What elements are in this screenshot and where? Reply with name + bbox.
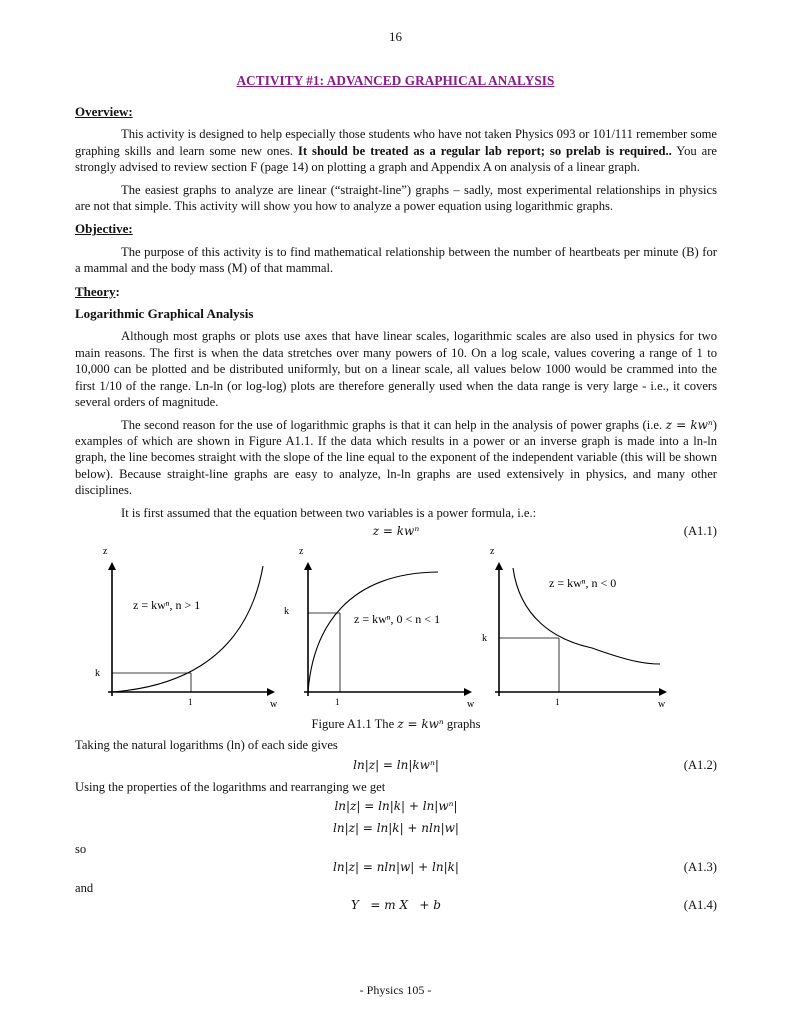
equation-step-2: ln|z| = ln|k| + nln|w| (333, 821, 459, 836)
y-axis-label: z (490, 547, 495, 557)
properties-intro-text: Using the properties of the logarithms and rearranging we get (75, 779, 386, 794)
graph-n-greater-than-1 (95, 548, 278, 710)
overview-paragraph-1: This activity is designed to help especially those students who have not taken Physics 093 or 101/111 remember some graphing skills and learn some new ones. It should be treated as a regular lab report; so prelab is required.. You are strongly advised to review section F (page 14) on plotting a graph and Appendix A on analysis of a linear graph. (75, 127, 717, 175)
k-label: k (95, 667, 100, 679)
theory-paragraph-2: The second reason for the use of logarithmic graphs is that it can help in the analysis of power graphs (i.e. z = kwⁿ) examples of which are shown in Figure A1.1. If the data which results in a power or an inverse graph is made into a ln-ln graph, the line becomes straight with the slope of the line equal to the exponent of the independent variable (this will be shown below). Because straight-line graphs are easy to analyze, ln-ln graphs are used extensively in physics, and many other disciplines. (75, 417, 717, 498)
k-label: k (482, 632, 487, 644)
x-axis-label: w (467, 698, 475, 710)
one-label: 1 (335, 696, 340, 707)
equation-a1-3: ln|z| = nln|w| + ln|k| (A1.3) (333, 859, 717, 874)
objective-paragraph: The purpose of this activity is to find mathematical relationship between the number of heartbeats per minute (B) for a mammal and the body mass (M) of that mammal. (75, 244, 717, 276)
k-label: k (284, 605, 289, 617)
equation-step-1: ln|z| = ln|k| + ln|wⁿ| (334, 799, 458, 814)
x-axis-label: w (658, 698, 666, 710)
document-body (75, 104, 717, 916)
log-intro-text: Taking the natural logarithms (ln) of each side gives (75, 738, 338, 753)
and-text: and (75, 880, 94, 895)
equation-a1-1: z = kwⁿ (A1.1) (372, 523, 717, 538)
theory-paragraph-1: Although most graphs or plots use axes that have linear scales, logarithmic scales are also used in physics for two main reasons. The first is when the data stretches over many powers of 10. On a log scale, values covering a range of 1 to 10,000 can be plotted and be distributed uniformly, but on a linear scale, all values below 1000 would be crammed into the first 1/10 of the range. Ln-ln (or log-log) plots are therefore generally used when the data range is very large - i.e., it covers several orders of magnitude. (75, 329, 717, 410)
one-label: 1 (555, 696, 560, 707)
theory-heading: Theory: (75, 283, 120, 299)
power-graphs (75, 548, 717, 716)
overview-heading: Overview: (75, 104, 133, 119)
equation-a1-2: ln|z| = ln|kwⁿ| (A1.2) (353, 757, 717, 772)
curve-label: z = kwⁿ, n < 0 (549, 575, 617, 590)
so-text: so (75, 842, 87, 857)
curve-label: z = kwⁿ, n > 1 (133, 597, 201, 612)
x-axis-label: w (270, 698, 278, 710)
y-axis-label: z (299, 547, 304, 557)
graph-n-between-0-and-1 (284, 548, 475, 710)
page-number: 16 (389, 29, 402, 44)
one-label: 1 (188, 696, 193, 707)
prelab-notice: It should be treated as a regular lab report; so prelab is required.. (298, 143, 672, 158)
curve-label: z = kwⁿ, 0 < n < 1 (354, 611, 441, 626)
overview-paragraph-2: The easiest graphs to analyze are linear (“straight-line”) graphs – sadly, most experimental relationships in physics are not that simple. This activity will show you how to analyze a power equation using logarithmic graphs. (75, 182, 717, 214)
page-footer: - Physics 105 - (359, 983, 432, 997)
power-curve (308, 572, 441, 692)
equation-number: (A1.2) (683, 757, 717, 772)
page-title: ACTIVITY #1: ADVANCED GRAPHICAL ANALYSIS (236, 73, 555, 88)
equation-number: (A1.4) (683, 897, 717, 912)
figure-a1-1 (75, 548, 717, 716)
figure-caption: Figure A1.1 The z = kwⁿ graphs (311, 716, 481, 731)
theory-paragraph-3: It is first assumed that the equation between two variables is a power formula, i.e.: (121, 505, 537, 520)
equation-number: (A1.3) (683, 859, 717, 874)
y-axis-label: z (103, 547, 108, 557)
logarithmic-analysis-subheading: Logarithmic Graphical Analysis (75, 306, 254, 322)
equation-a1-4: Y = m X + b (A1.4) (351, 897, 717, 912)
graph-n-less-than-0 (482, 548, 666, 710)
objective-heading: Objective: (75, 221, 133, 237)
equation-number: (A1.1) (683, 523, 717, 538)
